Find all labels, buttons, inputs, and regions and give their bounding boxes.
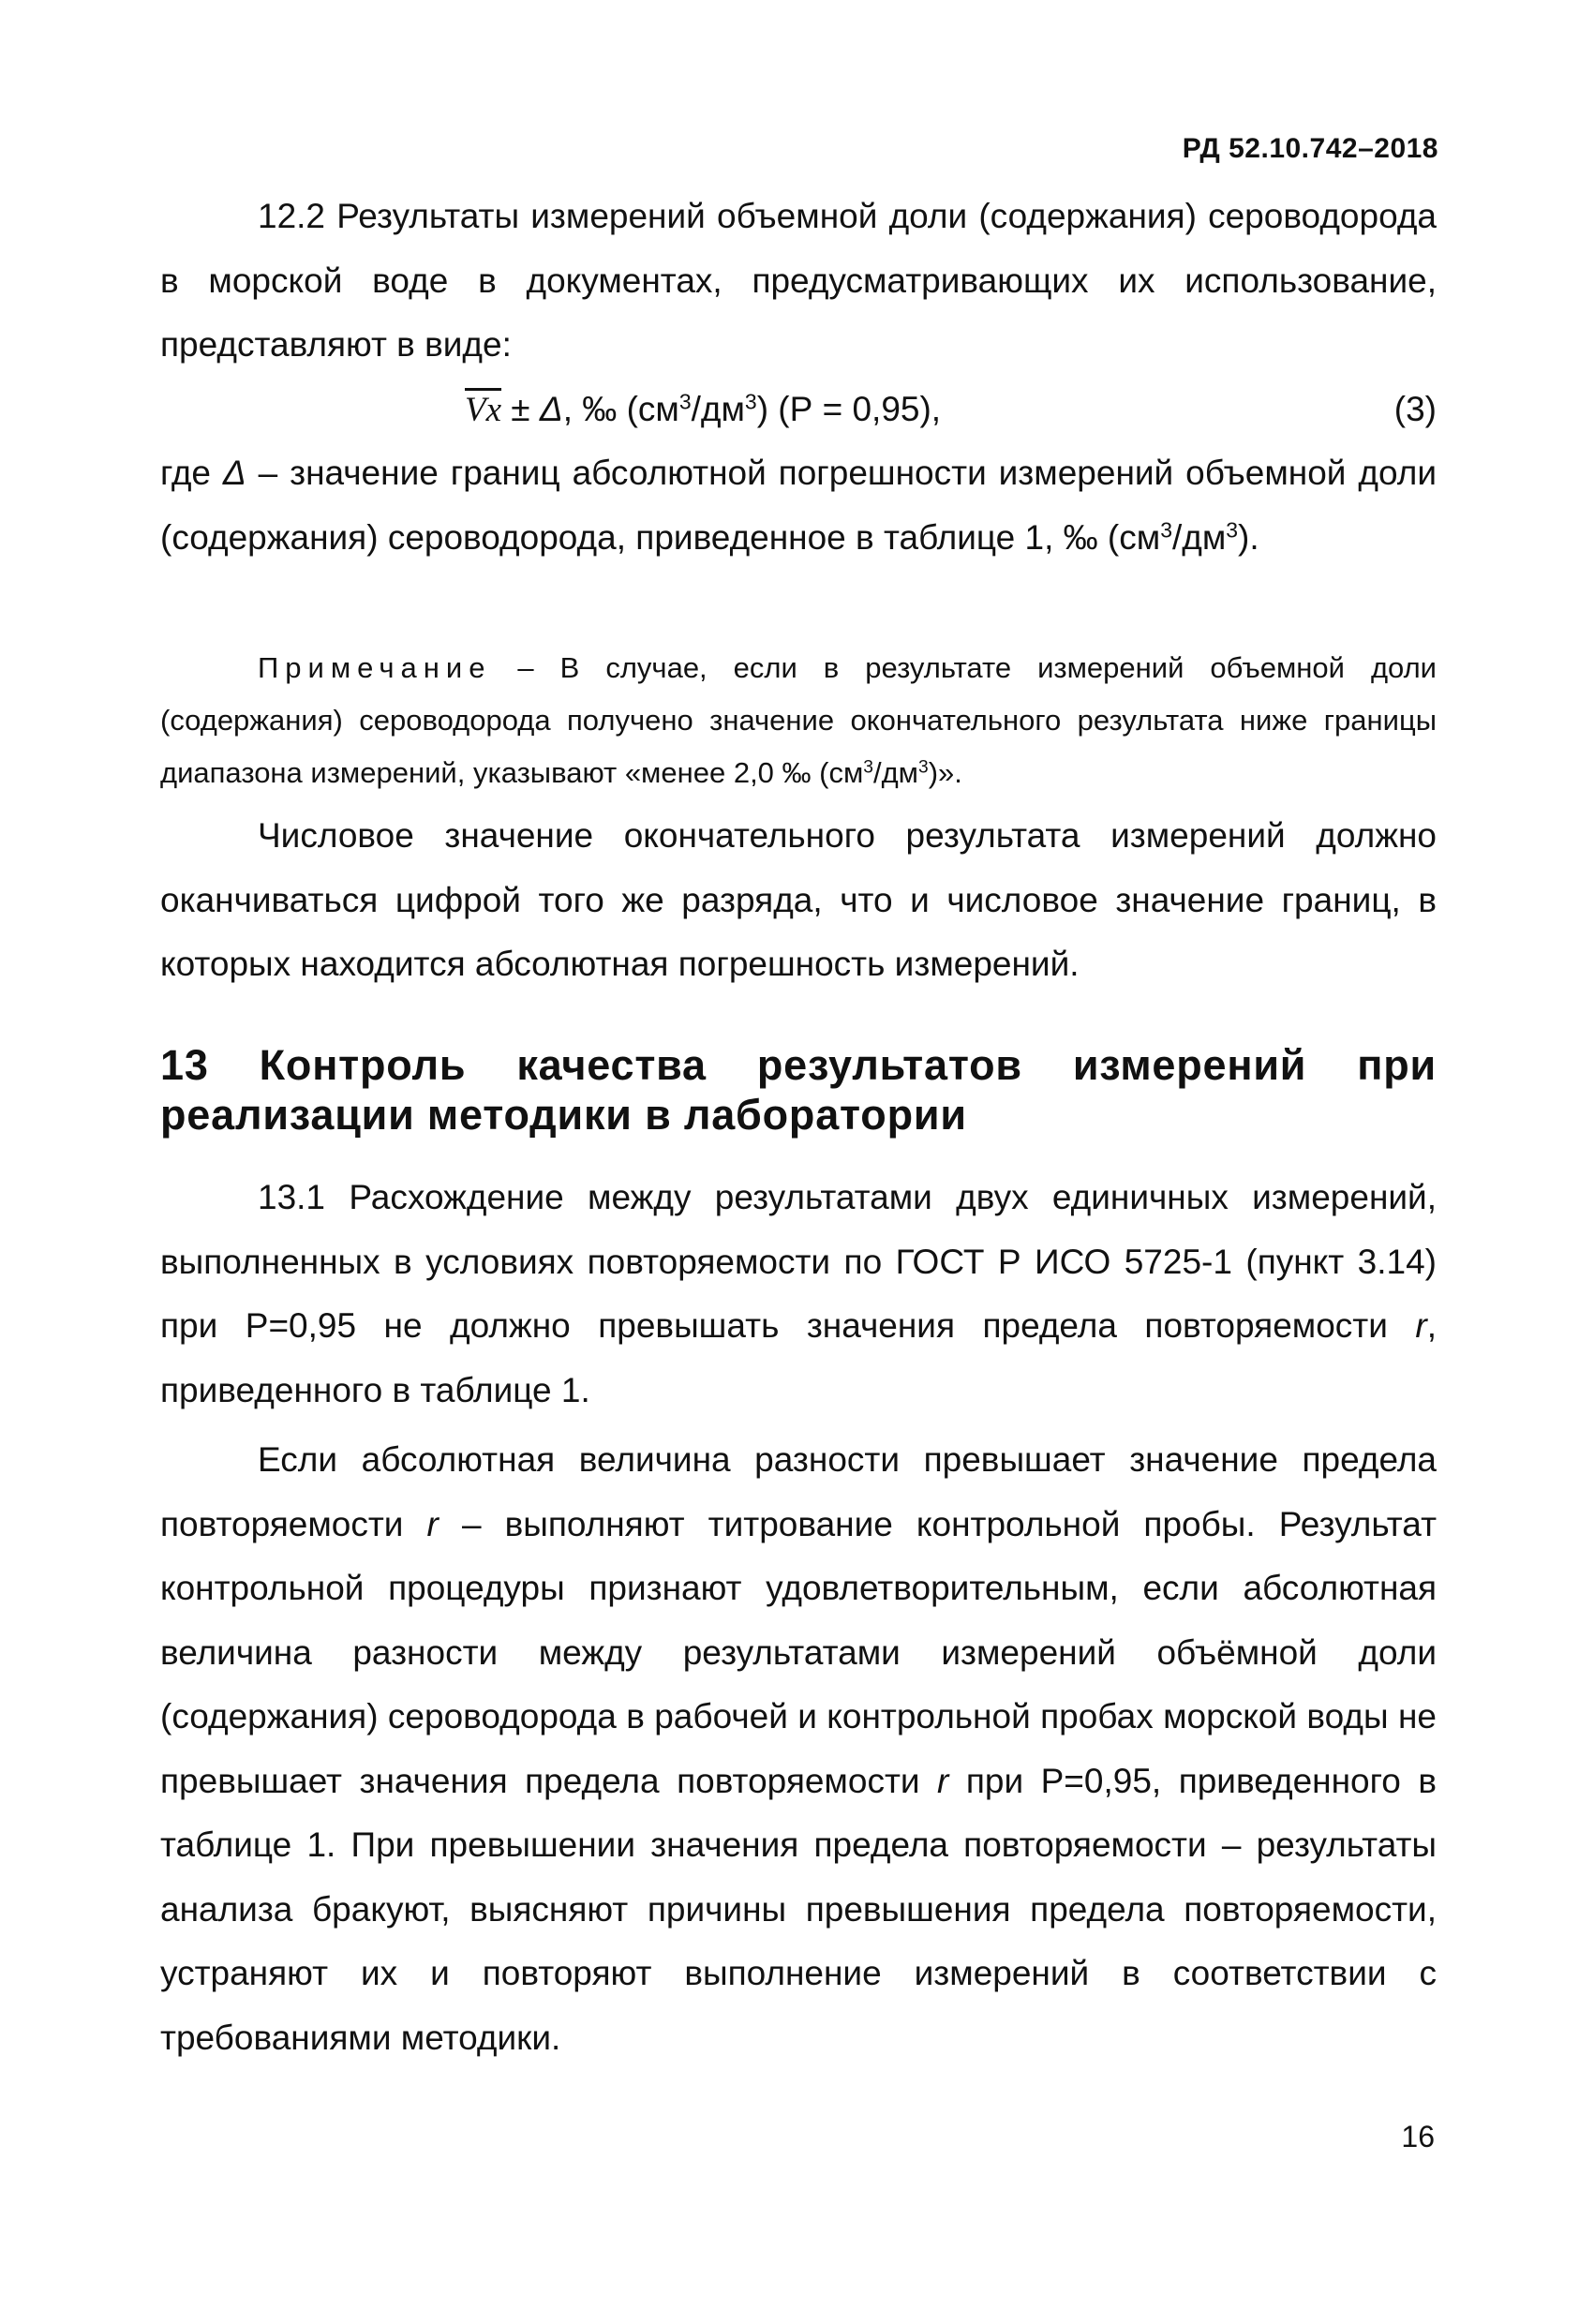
- section-13-heading: 13 Контроль качества результатов измерений при реализации методики в лаборатории: [160, 1041, 1437, 1139]
- repeatability-limit-r: r: [426, 1504, 439, 1543]
- paragraph-12-2: 12.2 Результаты измерений объемной доли (содержания) сероводорода в морской воде в документах, предусматривающих их использование, представляют в виде:: [160, 197, 1437, 364]
- note-label: Примечание: [258, 651, 492, 684]
- paragraph-13-1: 13.1 Расхождение между результатами двух единичных измерений, выполненных в условиях повторяемости по ГОСТ Р ИСО 5725-1 (пункт 3.14) при Р=0,95 не должно превышать значения предела повторяемости r, приведенного в таблице 1.: [160, 1178, 1437, 1409]
- formula-3: [160, 378, 1437, 441]
- paragraph-numeric-value: Числовое значение окончательного результата измерений должно оканчиваться цифрой того же разряда, что и числовое значение границ, в которых находится абсолютная погрешность измерений.: [160, 816, 1437, 983]
- repeatability-limit-r: r: [1415, 1306, 1427, 1345]
- formula-mean-variable: $\overline{Vx}$: [465, 391, 502, 429]
- paragraph-where: где Δ – значение границ абсолютной погрешности измерений объемной доли (содержания) сероводорода, приведенное в таблице 1, ‰ $(см^3/дм^3)$.: [160, 454, 1437, 557]
- formula-delta: Δ: [539, 390, 563, 428]
- note-paragraph: Примечание – В случае, если в результате измерений объемной доли (содержания) сероводорода получено значение окончательного результата ниже границы диапазона измерений, указывают «менее 2,0 ‰ $(см^3/дм^3)$».: [160, 651, 1437, 789]
- document-code: РД 52.10.742–2018: [1182, 133, 1438, 164]
- repeatability-limit-r: r: [937, 1761, 949, 1800]
- page-number: 16: [1401, 2120, 1435, 2153]
- formula-expression: $\overline{Vx} \pm \Delta$, ‰ $(см^3/дм^3) (Р = 0,95)$,: [465, 389, 942, 429]
- paragraph-if-exceeds: Если абсолютная величина разности превышает значение предела повторяемости r – выполняют титрование контрольной пробы. Результат контрольной процедуры признают удовлетворительным, если абсолютная величина разности между результатами измерений объёмной доли (содержания) сероводорода в рабочей и контрольной пробах морской воды не превышает значения предела повторяемости r при Р=0,95, приведенного в таблице 1. При превышении значения предела повторяемости – результаты анализа бракуют, выясняют причины превышения предела повторяемости, устраняют их и повторяют выполнение измерений в соответствии с требованиями методики.: [160, 1440, 1438, 2057]
- formula-number: (3): [1393, 390, 1437, 428]
- delta-symbol: Δ: [222, 454, 246, 492]
